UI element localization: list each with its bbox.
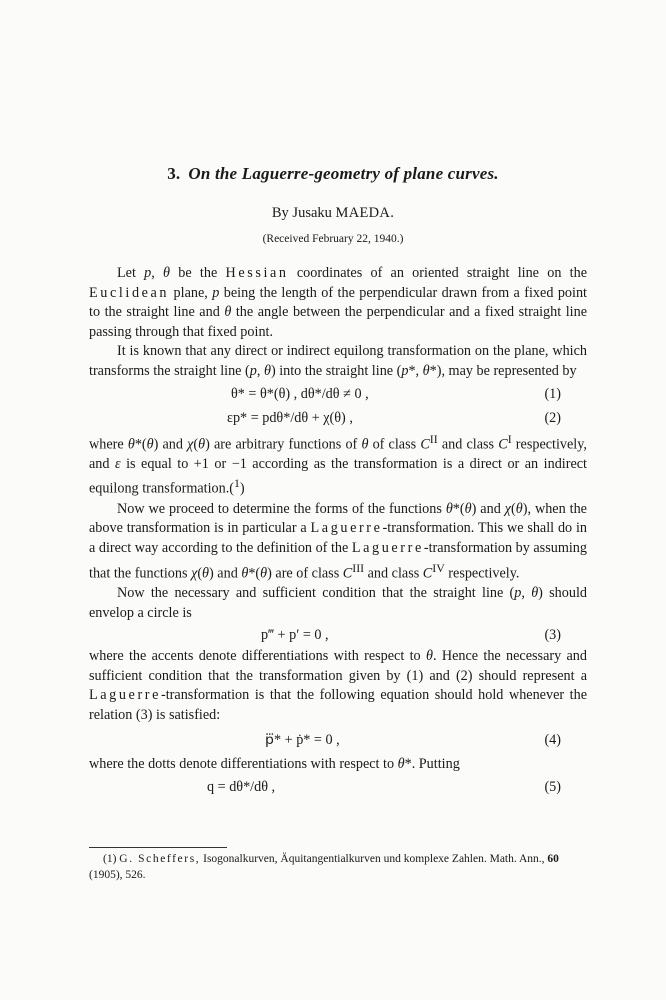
footnote-marker: (1) <box>103 853 117 865</box>
author-line: By Jusaku MAEDA. <box>271 205 395 221</box>
equation-3 <box>89 623 587 647</box>
section-title <box>0 164 666 184</box>
footnote-text-b: (1905), 526. <box>89 868 146 881</box>
footnote-text-a: Isogonalkurven, Äquitangentialkurven und komplexe Zahlen. Math. Ann., <box>200 853 545 865</box>
author-surname: MAEDA. <box>335 205 395 221</box>
paragraph-1: Let p, θ be the Hessian coordinates of an oriented straight line on the Euclidean plane, p being the length of the perpendicular drawn from a fixed point to the straight line and θ the angle between the perpendicular and a fixed straight line passing through that fixed point. <box>89 265 587 340</box>
equation-1 <box>89 382 587 406</box>
equation-4-formula: p⃛* + ṗ* = 0 , <box>265 732 340 749</box>
equation-5-formula: q = dθ*/dθ , <box>207 779 276 796</box>
footnote-author: G. Scheffers, <box>119 853 201 865</box>
equation-2-number: (2) <box>544 409 561 426</box>
equation-5-number: (5) <box>544 779 561 796</box>
paragraph-3: where θ*(θ) and χ(θ) are arbitrary functions of θ of class $C^{II}$ and class $C^I$ respectively, and ε is equal to +1 or −1 according as the transformation is a direct or an indirect equilong transformation.($^1$) <box>89 431 587 498</box>
paragraph-5: Now the necessary and sufficient condition that the straight line (p, θ) should envelop a circle is <box>89 584 587 621</box>
received-date: (Received February 22, 1940.) <box>262 233 404 245</box>
equation-3-formula: p‴ + p′ = 0 , <box>261 627 329 644</box>
paragraph-2: It is known that any direct or indirect equilong transformation on the plane, which transforms the straight line (p, θ) into the straight line (p*, θ*), may be represented by <box>89 343 587 379</box>
equation-2-formula: εp* = pdθ*/dθ + χ(θ) , <box>227 409 353 426</box>
body-text <box>89 264 587 799</box>
equation-4 <box>89 725 587 755</box>
footnote-volume: 60 <box>547 853 559 865</box>
equation-1-formula: θ* = θ*(θ) , dθ*/dθ ≠ 0 , <box>231 385 369 402</box>
footnote-divider <box>89 847 227 848</box>
equation-1-number: (1) <box>544 385 561 402</box>
equation-3-number: (3) <box>544 627 561 644</box>
paragraph-4: Now we proceed to determine the forms of the functions θ*(θ) and χ(θ), when the above transformation is in particular a Laguerre-transformation. This we shall do in a direct way according to the definition of the Laguerre-transformation by assuming that the functions χ(θ) and θ*(θ) are of class $C^{III}$ and class $C^{IV}$ respectively. <box>89 500 587 582</box>
section-number: 3. <box>167 164 181 183</box>
equation-5 <box>89 775 587 799</box>
equation-2 <box>89 406 587 430</box>
footnote <box>89 852 587 883</box>
section-title-text: On the Laguerre-geometry of plane curves. <box>188 164 499 183</box>
equation-4-number: (4) <box>544 732 561 749</box>
paragraph-7: where the dotts denote differentiations with respect to θ*. Putting <box>89 756 460 773</box>
paragraph-6: where the accents denote differentiations with respect to θ. Hence the necessary and sufficient condition that the transformation given by (1) and (2) should represent a Laguerre-transformation is that the following equation should hold whenever the relation (3) is satisfied: <box>89 648 587 723</box>
